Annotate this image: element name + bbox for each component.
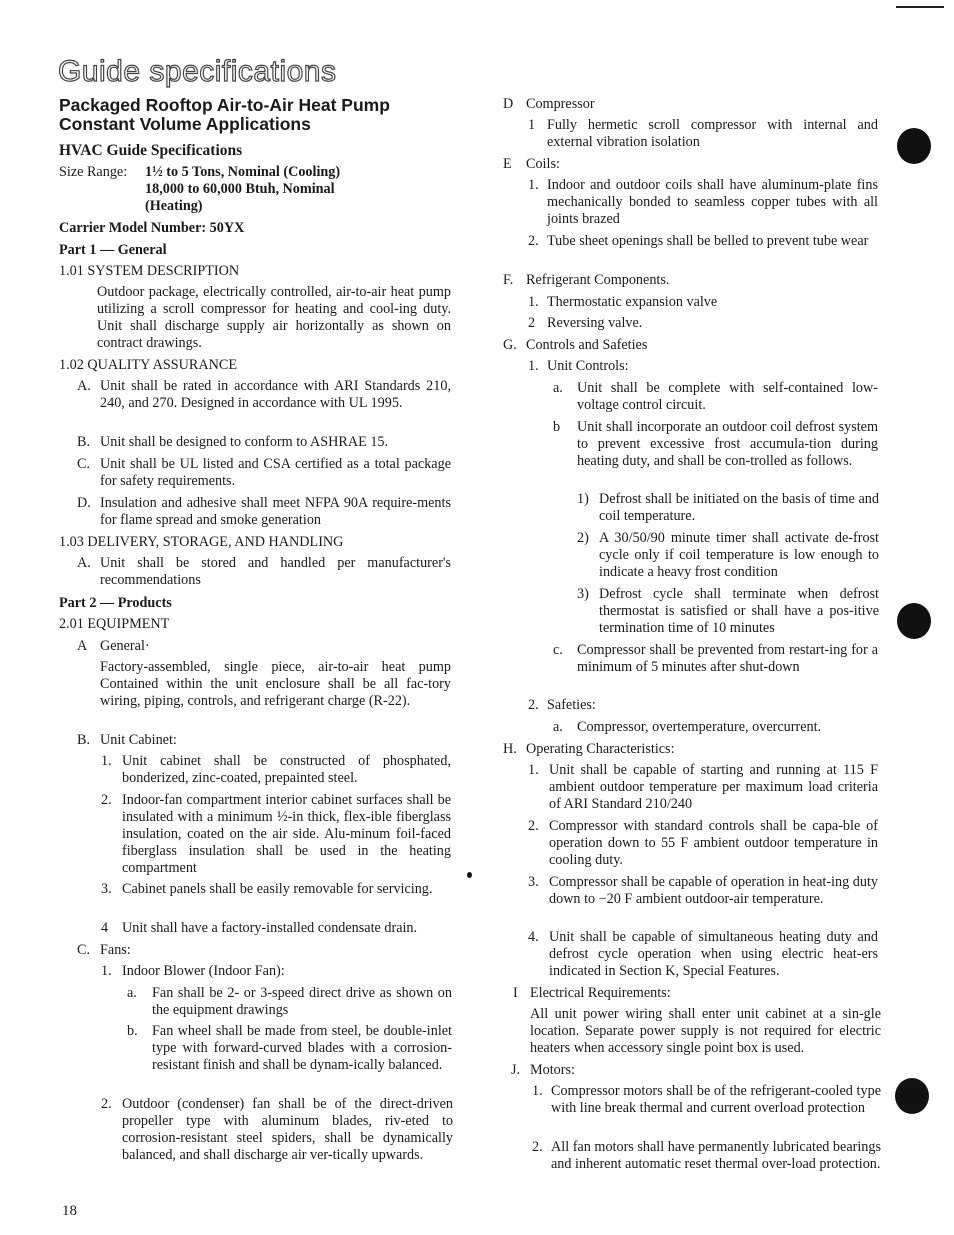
item-label: 3. [101,881,112,897]
item-label: 1. [528,358,539,374]
item-label: H. [503,741,517,757]
corner-rule [896,6,944,8]
operating-item-3: Compressor shall be capable of operation in heat-ing duty down to −20 F ambient outdoor-air temperature. [549,874,878,907]
item-label: 2. [532,1139,543,1155]
item-label: 1) [577,491,589,507]
cabinet-item-4: Unit shall have a factory-installed condensate drain. [122,920,418,936]
size-range-label: Size Range: [59,164,128,180]
item-refrigerant: Refrigerant Components. [526,272,670,288]
item-label: 2 [528,315,536,331]
item-label: 1. [528,762,539,778]
item-label: A. [77,378,91,394]
operating-item-4: Unit shall be capable of simultaneous heating duty and defrost cycle operation when using electric heat-ers indicated in Section K, Special Features. [549,929,878,979]
item-label: J. [511,1062,521,1078]
item-1-02-b: Unit shall be designed to conform to ASHRAE 15. [100,434,389,450]
item-label: 1. [528,177,539,193]
hvac-heading: HVAC Guide Specifications [59,142,243,159]
item-controls: Controls and Safeties [526,337,648,353]
item-label: G. [503,337,517,353]
section-2-01: 2.01 EQUIPMENT [59,616,170,632]
section-1-03: 1.03 DELIVERY, STORAGE, AND HANDLING [59,534,344,550]
part-1-heading: Part 1 — General [59,242,167,258]
item-label: 1. [532,1083,543,1099]
fans-item-1b: Fan wheel shall be made from steel, be double-inlet type with forward-curved blades with a corrosion-resistant finish and shall be dynam-ically balanced. [152,1023,452,1073]
item-label: b [553,419,561,435]
item-label: F. [503,272,514,288]
section-1-02: 1.02 QUALITY ASSURANCE [59,357,238,373]
size-range-2: 18,000 to 60,000 Btuh, Nominal [145,181,335,197]
page-header-title: Guide specifications [58,55,337,88]
fans-item-2: Outdoor (condenser) fan shall be of the direct-driven propeller type with aluminum blades, riv-eted to corrosion-resistant steel spiders, shall be dynamically balanced, and shall discharge air ver-tically upwards. [122,1096,453,1163]
item-fans: Fans: [100,942,131,958]
defrost-item-3: Defrost cycle shall terminate when defrost thermostat is satisfied or shall have a pos-itive termination time of 10 minutes [599,586,879,636]
item-compressor: Compressor [526,96,595,112]
item-label: A. [77,555,91,571]
binder-hole-2 [897,603,931,639]
speck-mark [467,872,472,878]
page-number: 18 [62,1203,77,1219]
binder-hole-1 [897,128,931,164]
binder-hole-3 [895,1078,929,1114]
item-motors: Motors: [530,1062,575,1078]
item-general: General· [100,638,150,654]
operating-item-1: Unit shall be capable of starting and running at 115 F ambient outdoor temperature per maximum load criteria of ARI Standard 210/240 [549,762,878,812]
defrost-item-1: Defrost shall be initiated on the basis of time and coil temperature. [599,491,879,524]
item-label: B. [77,732,91,748]
item-label: 2. [528,233,539,249]
motors-item-1: Compressor motors shall be of the refrigerant-cooled type with line break thermal and current overload protection [551,1083,881,1116]
motors-item-2: All fan motors shall have permanently lubricated bearings and inherent automatic reset thermal over-load protection. [551,1139,881,1172]
controls-item-2: Safeties: [547,697,596,713]
item-label: 3. [528,874,539,890]
item-1-03-a: Unit shall be stored and handled per manufacturer's recommendations [100,555,451,588]
operating-item-2: Compressor with standard controls shall be capa-ble of operation down to 55 F ambient outdoor temperature in cooling duty. [549,818,878,868]
item-label: D. [77,495,91,511]
item-label: 1. [528,294,539,310]
title-line-2: Constant Volume Applications [59,114,311,134]
fans-item-1a: Fan shall be 2- or 3-speed direct drive as shown on the equipment drawings [152,985,452,1018]
controls-item-1: Unit Controls: [547,358,629,374]
electrical-text: All unit power wiring shall enter unit cabinet at a sin-gle location. Separate power supply is not required for electric heaters when accessory single point box is used. [530,1006,881,1056]
controls-item-1b: Unit shall incorporate an outdoor coil defrost system to prevent excessive frost accumula-tion during heating duty, and shall be con-trolled as follows. [577,419,878,469]
item-label: a. [553,380,563,396]
item-label: A [77,638,88,654]
item-label: a. [127,985,137,1001]
item-label: 1 [528,117,536,133]
item-label: a. [553,719,563,735]
item-label: 4. [528,929,539,945]
coils-item-2: Tube sheet openings shall be belled to prevent tube wear [547,233,869,249]
item-label: C. [77,942,91,958]
item-electrical: Electrical Requirements: [530,985,671,1001]
item-label: D [503,96,514,112]
item-1-02-a: Unit shall be rated in accordance with ARI Standards 210, 240, and 270. Designed in accordance with UL 1995. [100,378,451,411]
item-label: C. [77,456,91,472]
coils-item-1: Indoor and outdoor coils shall have aluminum-plate fins mechanically bonded to seamless copper tubes with all joints brazed [547,177,878,227]
title-line-1: Packaged Rooftop Air-to-Air Heat Pump [59,95,390,115]
item-label: E [503,156,512,172]
section-1-01: 1.01 SYSTEM DESCRIPTION [59,263,240,279]
defrost-item-2: A 30/50/90 minute timer shall activate de-frost cycle only if coil temperature is low enough to indicate a heavy frost condition [599,530,879,580]
general-text: Factory-assembled, single piece, air-to-air heat pump Contained within the unit enclosure shall be all fac-tory wiring, piping, controls, and refrigerant charge (R-22). [100,659,451,709]
item-label: 2. [101,1096,112,1112]
cabinet-item-2: Indoor-fan compartment interior cabinet surfaces shall be insulated with a minimum ½-in thick, flex-ible fiberglass insulation, coated on the air side. Alu-minum foil-faced fiberglass insulation shall be used in the heating compartment [122,792,451,876]
cabinet-item-3: Cabinet panels shall be easily removable for servicing. [122,881,433,897]
item-1-02-c: Unit shall be UL listed and CSA certified as a total package for safety requirements. [100,456,451,489]
item-coils: Coils: [526,156,560,172]
controls-item-1c: Compressor shall be prevented from restart-ing for a minimum of 5 minutes after shut-down [577,642,878,675]
fans-item-1: Indoor Blower (Indoor Fan): [122,963,285,979]
item-operating: Operating Characteristics: [526,741,675,757]
item-label: 2) [577,530,589,546]
item-1-02-d: Insulation and adhesive shall meet NFPA 90A require-ments for flame spread and smoke generation [100,495,451,528]
item-label: 3) [577,586,589,602]
refrigerant-item-1: Thermostatic expansion valve [547,294,718,310]
section-1-01-text: Outdoor package, electrically controlled, air-to-air heat pump utilizing a scroll compressor for heating and cool-ing duty. Unit shall discharge supply air horizontally as shown on contract drawings. [97,284,451,351]
item-label: 4 [101,920,109,936]
item-label: b. [127,1023,138,1039]
item-unit-cabinet: Unit Cabinet: [100,732,177,748]
item-label: c. [553,642,563,658]
refrigerant-item-2: Reversing valve. [547,315,643,331]
compressor-item-1: Fully hermetic scroll compressor with internal and external vibration isolation [547,117,878,150]
item-label: 1. [101,963,112,979]
size-range-3: (Heating) [145,198,203,214]
cabinet-item-1: Unit cabinet shall be constructed of phosphated, bonderized, zinc-coated, prepainted steel. [122,753,451,786]
part-2-heading: Part 2 — Products [59,595,172,611]
carrier-model: Carrier Model Number: 50YX [59,220,245,236]
item-label: 1. [101,753,112,769]
item-label: 2. [528,818,539,834]
size-range-1: 1½ to 5 Tons, Nominal (Cooling) [145,164,341,180]
controls-item-1a: Unit shall be complete with self-contained low-voltage control circuit. [577,380,878,413]
item-label: I [513,985,518,1001]
item-label: 2. [101,792,112,808]
item-label: B. [77,434,91,450]
safeties-item-a: Compressor, overtemperature, overcurrent. [577,719,822,735]
item-label: 2. [528,697,539,713]
